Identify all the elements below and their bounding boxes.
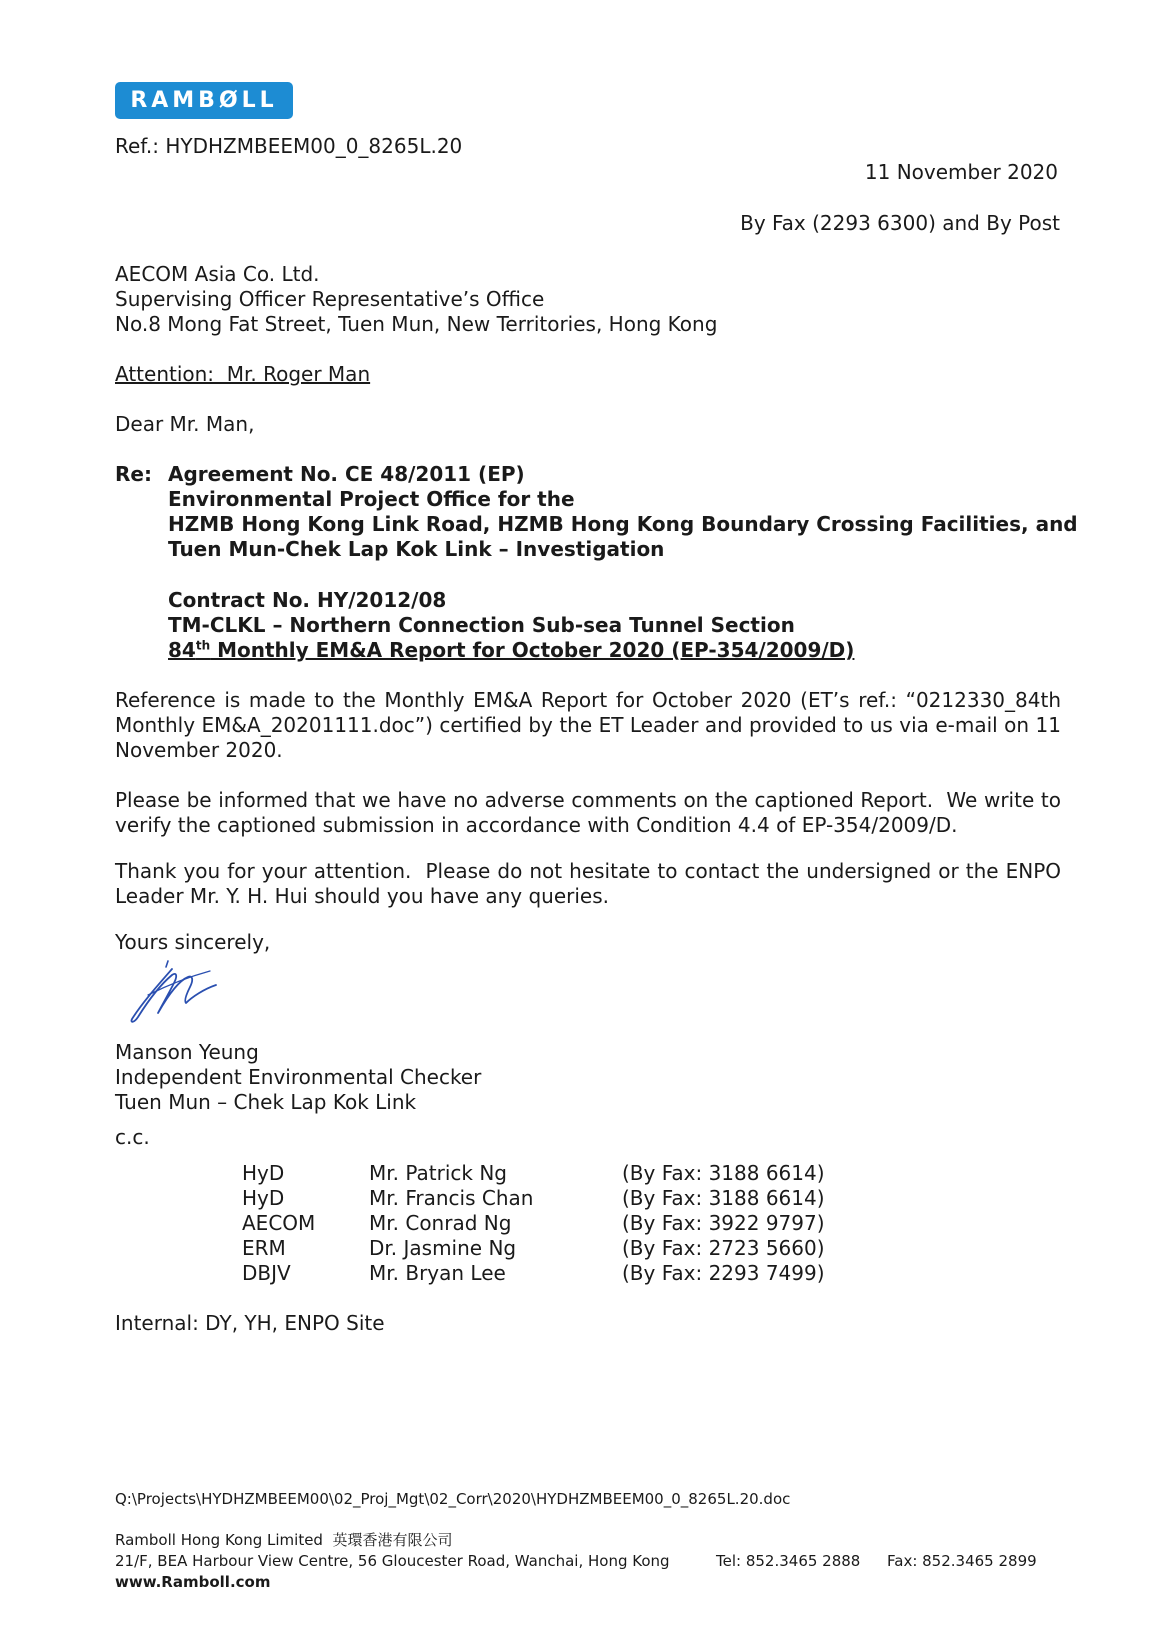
body-paragraph-2: Please be informed that we have no adverse comments on the captioned Report. We write to verify the captioned submission in accordance with Condition 4.4 of EP-354/2009/D. [115, 788, 1068, 837]
cc-fax: (By Fax: 3188 6614) [622, 1161, 825, 1185]
recipient-street: No.8 Mong Fat Street, Tuen Mun, New Territories, Hong Kong [115, 312, 718, 336]
company-name: Ramboll Hong Kong Limited 英環香港有限公司 [115, 1531, 453, 1549]
cc-organization: HyD [242, 1186, 285, 1210]
cc-organization: DBJV [242, 1261, 291, 1285]
company-tel: Tel: 852.3465 2888 [716, 1552, 861, 1570]
report-title-rest: Monthly EM&A Report for October 2020 (EP-354/2009/D) [210, 638, 855, 662]
ramboll-logo: RAMBØLL [115, 82, 293, 119]
salutation: Dear Mr. Man, [115, 412, 255, 436]
company-fax: Fax: 852.3465 2899 [887, 1552, 1037, 1570]
project-investigation: Tuen Mun-Chek Lap Kok Link – Investigation [168, 537, 665, 561]
cc-recipient: Mr. Francis Chan [369, 1186, 534, 1210]
internal-distribution: Internal: DY, YH, ENPO Site [115, 1311, 385, 1335]
re-label: Re: [115, 462, 152, 486]
cc-fax: (By Fax: 3188 6614) [622, 1186, 825, 1210]
recipient-office: Supervising Officer Representative’s Office [115, 287, 545, 311]
cc-recipient: Dr. Jasmine Ng [369, 1236, 517, 1260]
report-number-suffix: th [195, 638, 211, 653]
report-title [168, 638, 854, 663]
cc-recipient: Mr. Patrick Ng [369, 1161, 507, 1185]
company-address: 21/F, BEA Harbour View Centre, 56 Gloucester Road, Wanchai, Hong Kong [115, 1552, 670, 1570]
letter-date: 11 November 2020 [864, 160, 1058, 184]
closing: Yours sincerely, [115, 930, 271, 954]
report-number: 84 [168, 638, 196, 662]
cc-label: c.c. [115, 1125, 150, 1149]
cc-fax: (By Fax: 3922 9797) [622, 1211, 825, 1235]
delivery-method: By Fax (2293 6300) and By Post [740, 211, 1060, 235]
signature [128, 955, 228, 1027]
attention-line: Attention: Mr. Roger Man [115, 362, 371, 386]
signatory-title: Independent Environmental Checker [115, 1065, 482, 1089]
file-path: Q:\Projects\HYDHZMBEEM00\02_Proj_Mgt\02_Corr\2020\HYDHZMBEEM00_0_8265L.20.doc [115, 1490, 791, 1508]
contract-section: TM-CLKL – Northern Connection Sub-sea Tunnel Section [168, 613, 795, 637]
project-office: Environmental Project Office for the [168, 487, 575, 511]
project-scope: HZMB Hong Kong Link Road, HZMB Hong Kong Boundary Crossing Facilities, and [168, 512, 1078, 536]
signatory-name: Manson Yeung [115, 1040, 259, 1064]
cc-organization: HyD [242, 1161, 285, 1185]
company-website[interactable]: www.Ramboll.com [115, 1573, 271, 1591]
cc-recipient: Mr. Bryan Lee [369, 1261, 506, 1285]
cc-fax: (By Fax: 2723 5660) [622, 1236, 825, 1260]
body-paragraph-3: Thank you for your attention. Please do not hesitate to contact the undersigned or the ENPO Leader Mr. Y. H. Hui should you have any queries. [115, 859, 1068, 908]
cc-organization: AECOM [242, 1211, 316, 1235]
reference-number: Ref.: HYDHZMBEEM00_0_8265L.20 [115, 134, 463, 158]
cc-recipient: Mr. Conrad Ng [369, 1211, 512, 1235]
signatory-project: Tuen Mun – Chek Lap Kok Link [115, 1090, 417, 1114]
contract-number: Contract No. HY/2012/08 [168, 588, 447, 612]
cc-organization: ERM [242, 1236, 286, 1260]
agreement-number: Agreement No. CE 48/2011 (EP) [168, 462, 525, 486]
cc-fax: (By Fax: 2293 7499) [622, 1261, 825, 1285]
body-paragraph-1: Reference is made to the Monthly EM&A Report for October 2020 (ET’s ref.: “0212330_84th Monthly EM&A_20201111.doc”) certified by the ET Leader and provided to us via e-mail on 11 November 2020. [115, 688, 1061, 762]
recipient-company: AECOM Asia Co. Ltd. [115, 262, 320, 286]
